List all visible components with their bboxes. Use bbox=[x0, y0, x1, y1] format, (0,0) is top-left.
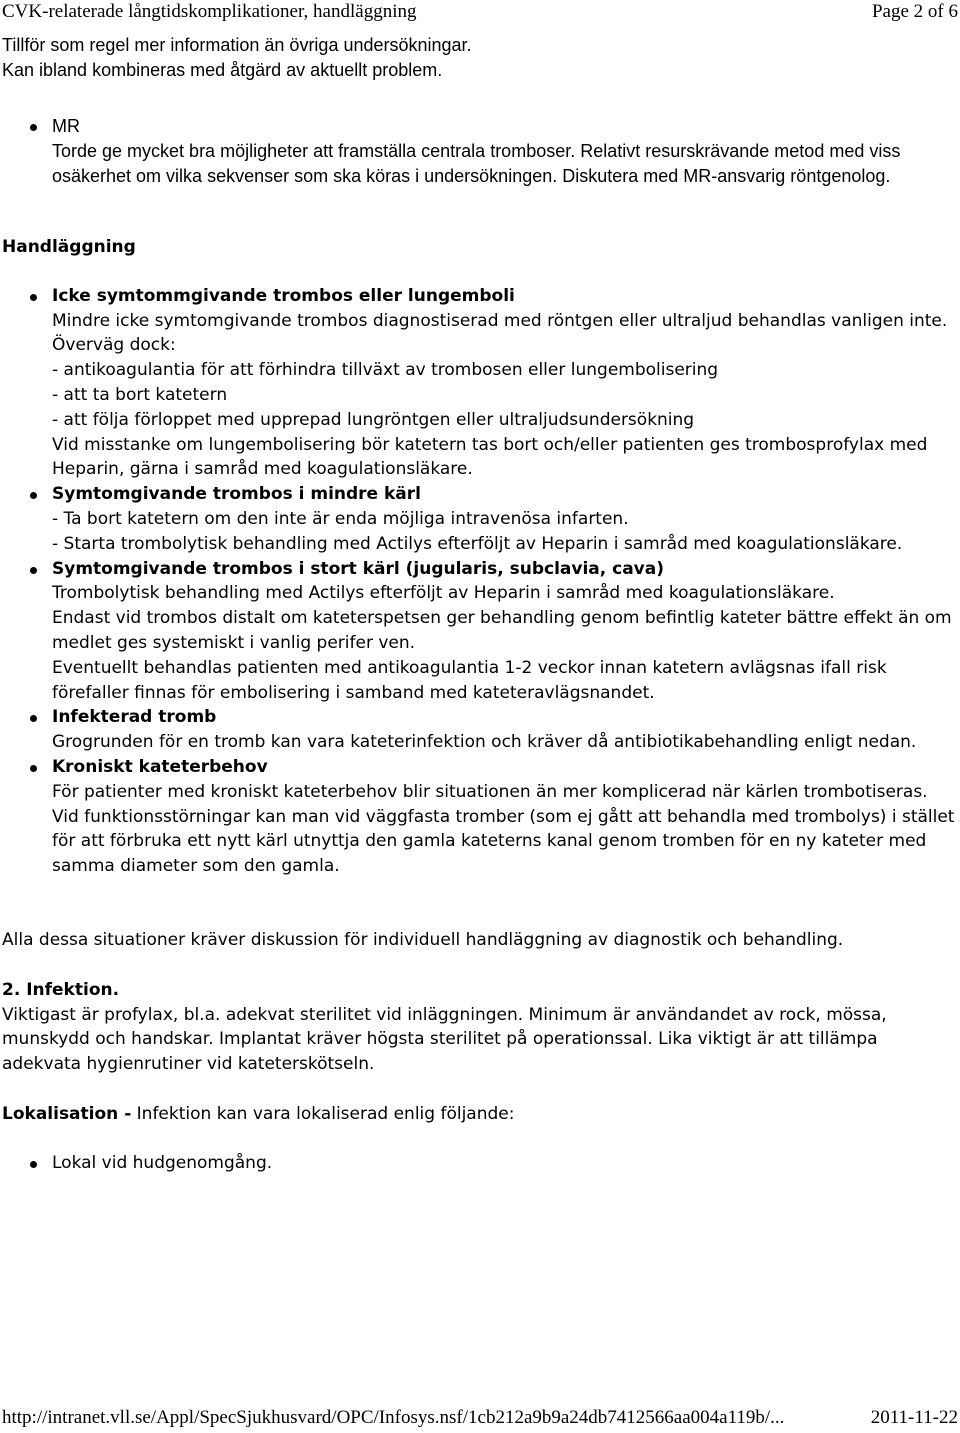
bullet-icon bbox=[30, 124, 37, 131]
list-item bbox=[2, 705, 958, 755]
lokalisation-list bbox=[2, 1151, 958, 1176]
item-title: Symtomgivande trombos i stort kärl (jugularis, subclavia, cava) bbox=[52, 558, 664, 579]
list-item bbox=[2, 755, 958, 879]
bullet-icon bbox=[30, 294, 37, 301]
intro-line: Kan ibland kombineras med åtgärd av aktuellt problem. bbox=[2, 60, 443, 80]
item-line: För patienter med kroniskt kateterbehov blir situationen än mer komplicerad när kärlen trombotiseras. Vid funktionsstörningar kan man vid väggfasta tromber (som ej gått att behandla med trombolys) i stället för att förbruka ett nytt kärl utnyttja den gamla kateterns kanal genom tromben för en ny kateter med samma diameter som den gamla. bbox=[52, 781, 955, 877]
handlaggning-list bbox=[2, 284, 958, 879]
page-header bbox=[2, 0, 958, 28]
item-line: Vid misstanke om lungembolisering bör katetern tas bort och/eller patienten ges trombosprofylax med Heparin, gärna i samråd med koagulationsläkare. bbox=[52, 434, 928, 480]
item-line: - Starta trombolytisk behandling med Actilys efterföljt av Heparin i samråd med koagulationsläkare. bbox=[52, 533, 903, 554]
intro-paragraph bbox=[2, 33, 958, 83]
item-line: - Ta bort katetern om den inte är enda möjliga intravenösa infarten. bbox=[52, 508, 629, 529]
list-item bbox=[2, 482, 958, 556]
modality-list bbox=[2, 114, 958, 189]
item-line: Överväg dock: bbox=[52, 335, 176, 356]
document-title: CVK-relaterade långtidskomplikationer, handläggning bbox=[2, 1, 417, 22]
bullet-icon bbox=[30, 715, 37, 722]
item-line: Grogrunden för en tromb kan vara kateterinfektion och kräver då antibiotikabehandling enligt nedan. bbox=[52, 732, 917, 753]
lokalisation-paragraph bbox=[2, 1102, 958, 1127]
item-title: Infekterad tromb bbox=[52, 707, 217, 728]
lokalisation-text: Infektion kan vara lokaliserad enlig följande: bbox=[131, 1103, 515, 1124]
page-number: Page 2 of 6 bbox=[871, 1, 958, 22]
list-item bbox=[2, 284, 958, 482]
page-footer bbox=[2, 1405, 958, 1431]
item-line: Trombolytisk behandling med Actilys efterföljt av Heparin i samråd med koagulationsläkare. bbox=[52, 583, 835, 604]
summary-paragraph: Alla dessa situationer kräver diskussion för individuell handläggning av diagnostik och behandling. bbox=[2, 929, 844, 950]
section-heading-handlaggning: Handläggning bbox=[2, 237, 136, 257]
item-line: - antikoagulantia för att förhindra tillväxt av trombosen eller lungembolisering bbox=[52, 360, 719, 381]
infektion-paragraph: Viktigast är profylax, bl.a. adekvat sterilitet vid inläggningen. Minimum är användandet av rock, mössa, munskydd och handskar. Implantat kräver högsta sterilitet på operationssal. Lika viktigt är att tillämpa adekvata hygienrutiner vid kateterskötseln. bbox=[2, 1004, 887, 1075]
bullet-icon bbox=[30, 765, 37, 772]
mr-body: Torde ge mycket bra möjligheter att framställa centrala tromboser. Relativt resurskrävande metod med viss osäkerhet om vilka sekvenser som ska köras i undersökningen. Diskutera med MR-ansvarig röntgenolog. bbox=[52, 141, 901, 186]
list-item bbox=[2, 114, 958, 189]
bullet-icon bbox=[30, 567, 37, 574]
print-date: 2011-11-22 bbox=[870, 1407, 958, 1428]
document-body bbox=[2, 33, 958, 1176]
item-title: Symtomgivande trombos i mindre kärl bbox=[52, 484, 421, 505]
list-item bbox=[2, 557, 958, 706]
item-title: Kroniskt kateterbehov bbox=[52, 756, 268, 777]
bullet-icon bbox=[30, 492, 37, 499]
section-heading-infektion: 2. Infektion. bbox=[2, 979, 120, 1000]
list-item bbox=[2, 1151, 958, 1176]
item-line: Lokal vid hudgenomgång. bbox=[52, 1152, 273, 1173]
intro-line: Tillför som regel mer information än övriga undersökningar. bbox=[2, 35, 472, 55]
item-line: - att följa förloppet med upprepad lungröntgen eller ultraljudsundersökning bbox=[52, 409, 695, 430]
item-line: Endast vid trombos distalt om kateterspetsen ger behandling genom befintlig kateter bättre effekt än om medlet ges systemiskt i vanlig perifer ven. bbox=[52, 608, 952, 653]
item-line: Mindre icke symtomgivande trombos diagnostiserad med röntgen eller ultraljud behandlas vanligen inte. bbox=[52, 310, 948, 331]
lokalisation-label: Lokalisation - bbox=[2, 1103, 132, 1124]
source-url: http://intranet.vll.se/Appl/SpecSjukhusvard/OPC/Infosys.nsf/1cb212a9b9a24db7412566aa004a119b/... bbox=[2, 1407, 785, 1428]
item-title: Icke symtommgivande trombos eller lungemboli bbox=[52, 285, 515, 306]
item-line: Eventuellt behandlas patienten med antikoagulantia 1-2 veckor innan katetern avlägsnas ifall risk förefaller finnas för embolisering i samband med kateteravlägsnandet. bbox=[52, 657, 887, 703]
mr-title: MR bbox=[52, 116, 80, 136]
item-line: - att ta bort katetern bbox=[52, 384, 228, 405]
bullet-icon bbox=[30, 1161, 37, 1168]
